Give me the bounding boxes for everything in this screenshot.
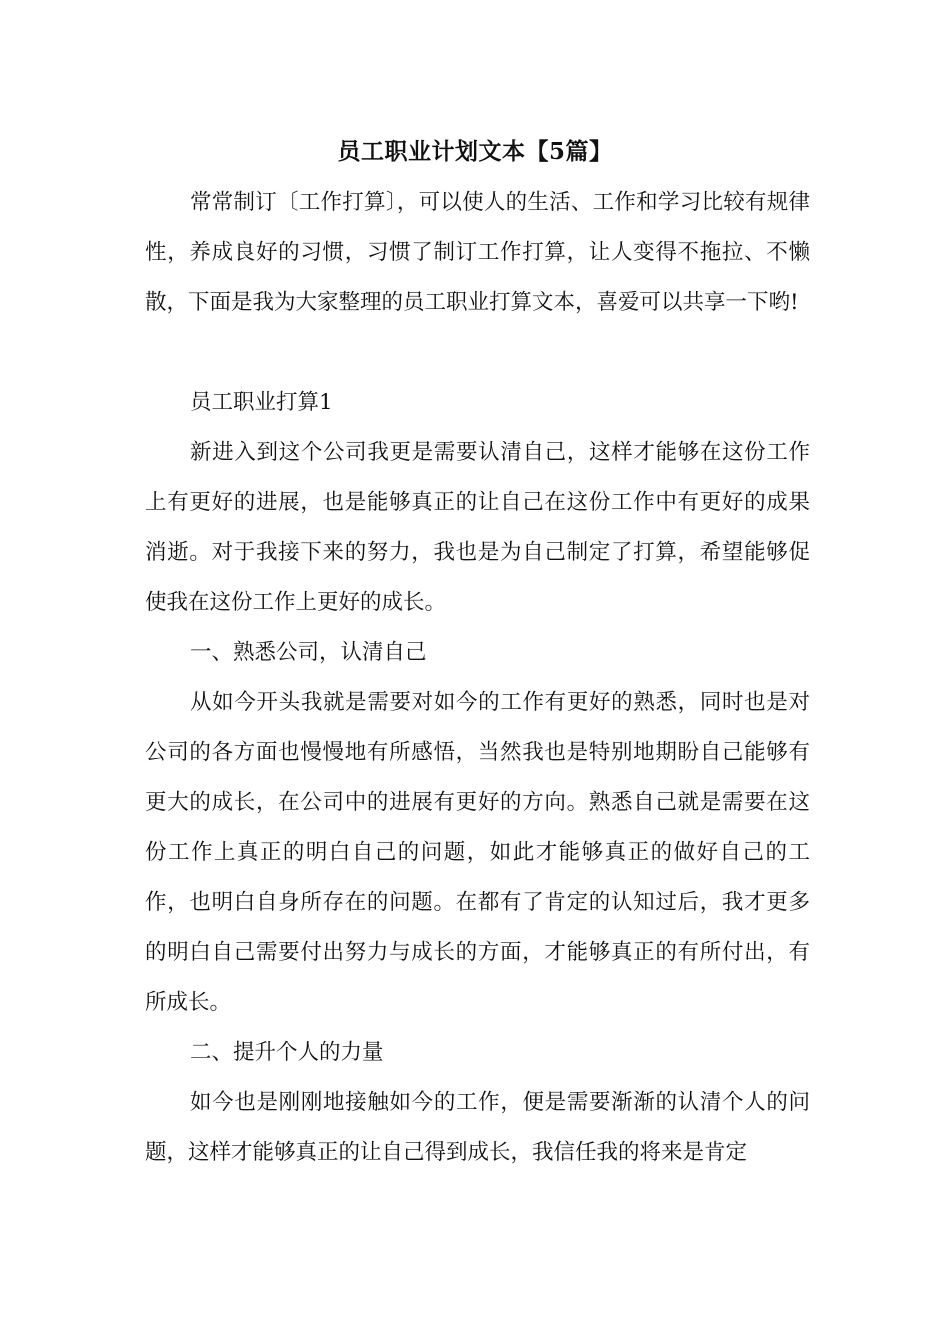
document-title: 员工职业计划文本【5篇】 — [337, 138, 613, 165]
intro-paragraph: 常常制订〔工作打算〕，可以使人的生活、工作和学习比较有规律性，养成良好的习惯，习惯了制订工作打算，让人变得不拖拉、不懒散，下面是我为大家整理的员工职业打算文本，喜爱可以共享一下哟! — [145, 190, 810, 315]
section-heading-1: 员工职业打算1 — [190, 390, 333, 415]
point-1-paragraph: 从如今开头我就是需要对如今的工作有更好的熟悉，同时也是对公司的各方面也慢慢地有所感悟，当然我也是特别地期盼自己能够有更大的成长，在公司中的进展有更好的方向。熟悉自己就是需要在这份工作上真正的明白自己的问题，如此才能够真正的做好自己的工作，也明白自身所存在的问题。在都有了肯定的认知过后，我才更多的明白自己需要付出努力与成长的方面，才能够真正的有所付出，有所成长。 — [145, 690, 810, 1015]
point-heading-2: 二、提升个人的力量 — [190, 1040, 384, 1065]
point-heading-1: 一、熟悉公司，认清自己 — [190, 640, 427, 665]
section-1-paragraph: 新进入到这个公司我更是需要认清自己，这样才能够在这份工作上有更好的进展，也是能够真正的让自己在这份工作中有更好的成果消逝。对于我接下来的努力，我也是为自己制定了打算，希望能够促使我在这份工作上更好的成长。 — [145, 440, 810, 615]
point-2-paragraph: 如今也是刚刚地接触如今的工作，便是需要渐渐的认清个人的问题，这样才能够真正的让自己得到成长，我信任我的将来是肯定 — [145, 1090, 810, 1165]
paragraph-spacer — [145, 328, 810, 378]
document-body — [145, 178, 810, 1178]
